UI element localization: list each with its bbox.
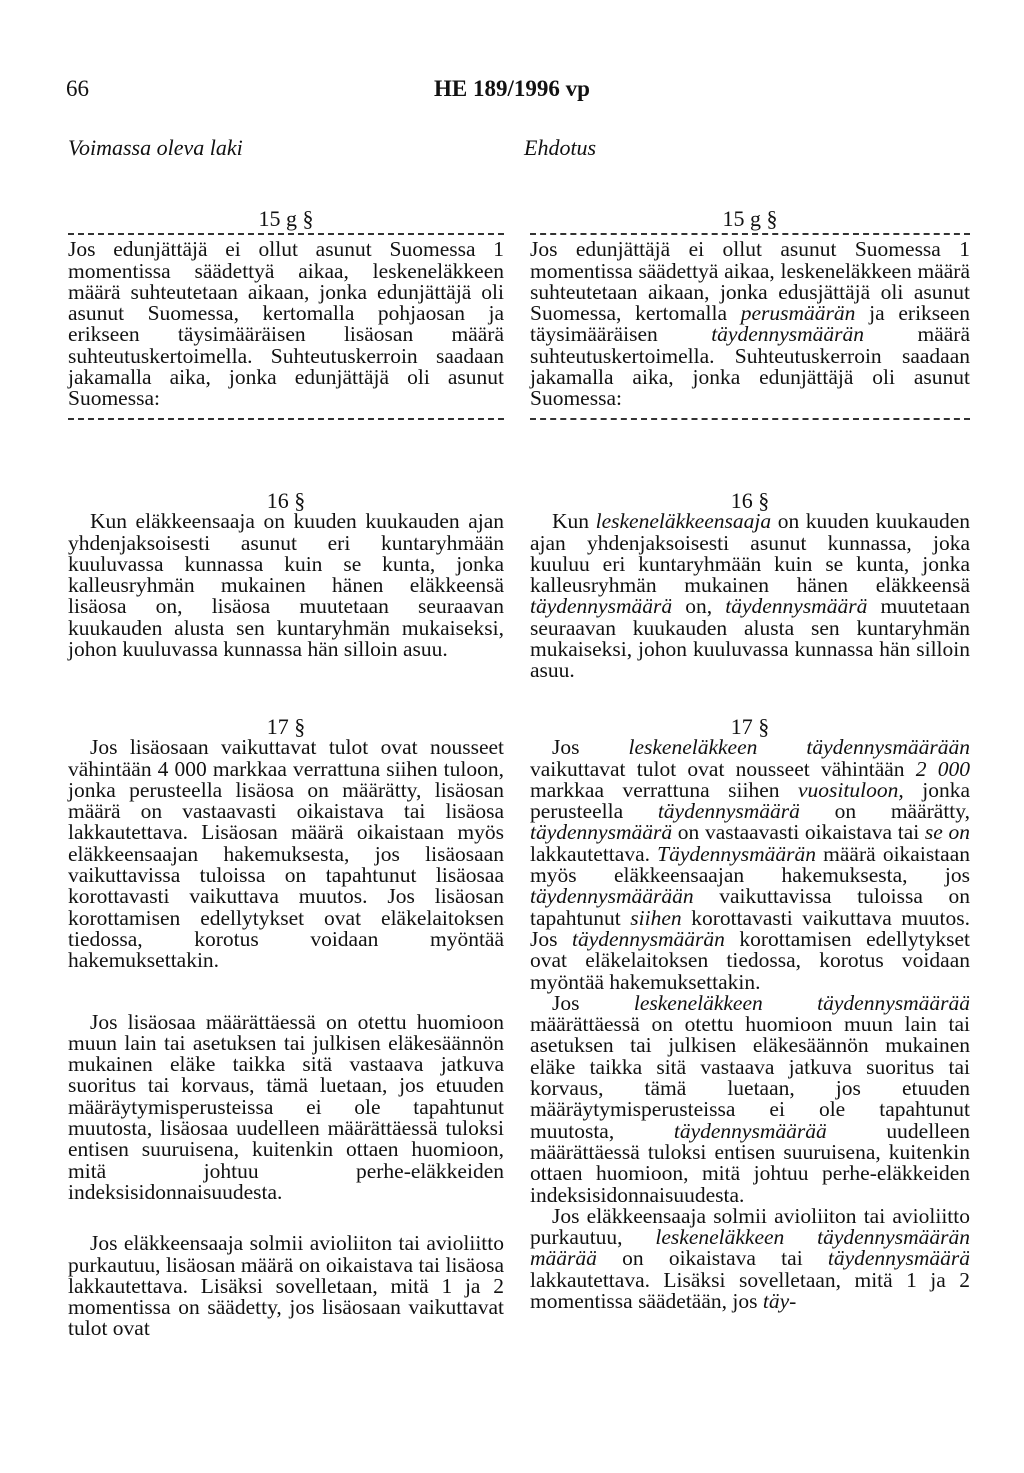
omission-line <box>530 418 970 420</box>
paragraph: Jos eläkkeensaaja solmii avioliiton tai avioliitto purkautuu, leskeneläkkeen täydennysmäärän määrää on oikaistava tai täydennysmäärä lakkautettava. Lisäksi sovelletaan, mitä 1 ja 2 momentissa säädetään, jos täy- <box>530 1203 970 1314</box>
paragraph: Jos lisäosaan vaikuttavat tulot ovat nousseet vähintään 4 000 markkaa verrattuna siihen tuloon, jonka perusteella lisäosa on määrätty, lisäosan määrä on vastaavasti oikaistava tai lisäosa lakkautettava. Lisäosan määrä oikaistaan myös eläkkeensaajan hakemuksesta, jos lisäosaan vaikuttavissa tuloissa on tapahtunut lisäosaa korottavasti vaikuttava muutos. Jos lisäosan korottamisen edellytykset ovat eläkelaitoksen tiedossa, korotus voidaan myöntää hakemuksettakin. <box>68 735 504 973</box>
paragraph: Jos edunjättäjä ei ollut asunut Suomessa 1 momentissa säädettyä aikaa, leskeneläkkeen määrä suhteutetaan aikaan, jonka edusjättäjä oli asunut Suomessa, kertomalla perusmäärän ja erikseen täysimääräisen täydennysmäärän määrä suhteutuskertoimella. Suhteutuskerroin saadaan jakamalla aika, jonka edunjättäjä oli asunut Suomessa: <box>530 237 970 411</box>
omission-line <box>68 233 504 235</box>
section-heading: 17 § <box>266 714 306 739</box>
paragraph: Jos leskeneläkkeen täydennysmäärää määrättäessä on otettu huomioon muun lain tai asetuksen tai julkisen eläkesäännön mukainen eläke taikka sitä vastaava jatkuva suoritus tai korvaus, tämä luetaan, jos etuuden määräytymisperusteissa ei ole tapahtunut muutosta, täydennysmäärää uudelleen määrättäessä tuloksi entisen suuruisena, kuitenkin ottaen huomioon, mitä johtuu perhe-eläkkeiden indeksisidonnaisuudesta. <box>530 990 970 1207</box>
right-section-17 <box>530 716 970 1312</box>
page-number: 66 <box>66 76 89 101</box>
paragraph: Jos lisäosaa määrättäessä on otettu huomioon muun lain tai asetuksen tai julkisen eläkesäännön mukainen eläke taikka sitä vastaava jatkuva suoritus tai korvaus, tämä luetaan, jos etuuden määräytymisperusteissa ei ole tapahtunut muutosta, lisäosaa uudelleen määrättäessä tuloksi entisen suuruisena, kuitenkin ottaen huomioon, mitä johtuu perhe-eläkkeiden indeksisidonnaisuudesta. <box>68 1009 504 1204</box>
paragraph: Jos leskeneläkkeen täydennysmäärään vaikuttavat tulot ovat nousseet vähintään 2 000 markkaa verrattuna siihen vuosituloon, jonka perusteella täydennysmäärä on määrätty, täydennysmäärä on vastaavasti oikaistava tai se on lakkautettava. Täydennysmäärän määrä oikaistaan myös eläkkeensaajan hakemuksesta, jos täydennysmäärään vaikuttavissa tuloissa on tapahtunut siihen korottavasti vaikuttava muutos. Jos täydennysmäärän korottamisen edellytykset ovat eläkelaitoksen tiedossa, korotus voidaan myöntää hakemuksettakin. <box>530 735 971 994</box>
paragraph: Kun leskeneläkkeensaaja on kuuden kuukauden ajan yhdenjaksoisesti asunut kunnassa, joka kuuluu eri kuntaryhmään kuin se kunta, jonka kalleusryhmän mukainen hänen eläkkeensä täydennysmäärä on, täydennysmäärä muutetaan seuraavan kuukauden alusta sen kuntaryhmän mukaiseksi, johon kuuluvassa kunnassa hän silloin asuu. <box>530 509 970 683</box>
section-heading: 16 § <box>730 488 770 513</box>
left-column-title: Voimassa oleva laki <box>68 135 243 160</box>
section-heading: 15 g § <box>722 206 778 231</box>
right-section-16 <box>530 490 970 682</box>
left-section-15g <box>68 208 504 424</box>
document-id: HE 189/1996 vp <box>434 76 590 101</box>
paragraph: Jos edunjättäjä ei ollut asunut Suomessa 1 momentissa säädettyä aikaa, leskeneläkkeen määrä suhteutetaan aikaan, jonka edunjättäjä oli asunut Suomessa, kertomalla pohjaosan ja erikseen täysimääräisen lisäosan määrä suhteutuskertoimella. Suhteutuskerroin saadaan jakamalla aika, jonka edunjättäjä oli asunut Suomessa: <box>68 237 504 411</box>
right-section-15g <box>530 208 970 424</box>
section-heading: 16 § <box>266 488 306 513</box>
omission-line <box>530 233 970 235</box>
left-section-17 <box>68 716 504 1340</box>
paragraph: Kun eläkkeensaaja on kuuden kuukauden ajan yhdenjaksoisesti asunut eri kuntaryhmään kuuluvassa kunnassa kuin se kunta, jonka kalleusryhmän mukainen hänen eläkkeensä lisäosa on, lisäosa muutetaan seuraavan kuukauden alusta sen kuntaryhmän mukaiseksi, johon kuuluvassa kunnassa hän silloin asuu. <box>68 509 504 662</box>
omission-line <box>68 418 504 420</box>
paragraph: Jos eläkkeensaaja solmii avioliiton tai avioliitto purkautuu, lisäosan määrä on oikaistava tai lisäosa lakkautettava. Lisäksi sovelletaan, mitä 1 ja 2 momentissa on säädetty, jos lisäosaan vaikuttavat tulot ovat <box>68 1231 504 1341</box>
left-section-16 <box>68 490 504 660</box>
section-heading: 17 § <box>730 714 770 739</box>
section-heading: 15 g § <box>258 206 314 231</box>
right-column-title: Ehdotus <box>524 135 597 160</box>
